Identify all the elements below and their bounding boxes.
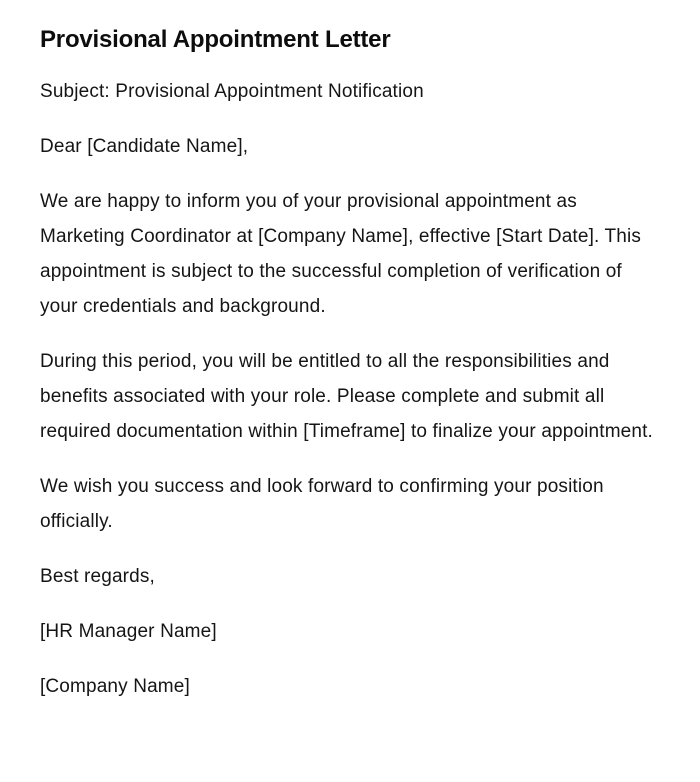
letter-title: Provisional Appointment Letter [40, 26, 391, 53]
body-paragraph-documentation: During this period, you will be entitled to all the responsibilities and benefits associated with your role. Please complete and submit all required documentation within [Timeframe] to finalize your appointment. [40, 351, 653, 442]
closing-line: Best regards, [40, 566, 155, 587]
letter-document [40, 22, 655, 724]
signer-name: [HR Manager Name] [40, 621, 217, 642]
salutation: Dear [Candidate Name], [40, 136, 249, 157]
signer-company: [Company Name] [40, 676, 190, 697]
body-paragraph-closing-wish: We wish you success and look forward to confirming your position officially. [40, 476, 604, 532]
subject-line: Subject: Provisional Appointment Notification [40, 81, 424, 102]
body-paragraph-appointment: We are happy to inform you of your provisional appointment as Marketing Coordinator at [Company Name], effective [Start Date]. This appointment is subject to the successful completion of verification of your credentials and background. [40, 191, 642, 317]
